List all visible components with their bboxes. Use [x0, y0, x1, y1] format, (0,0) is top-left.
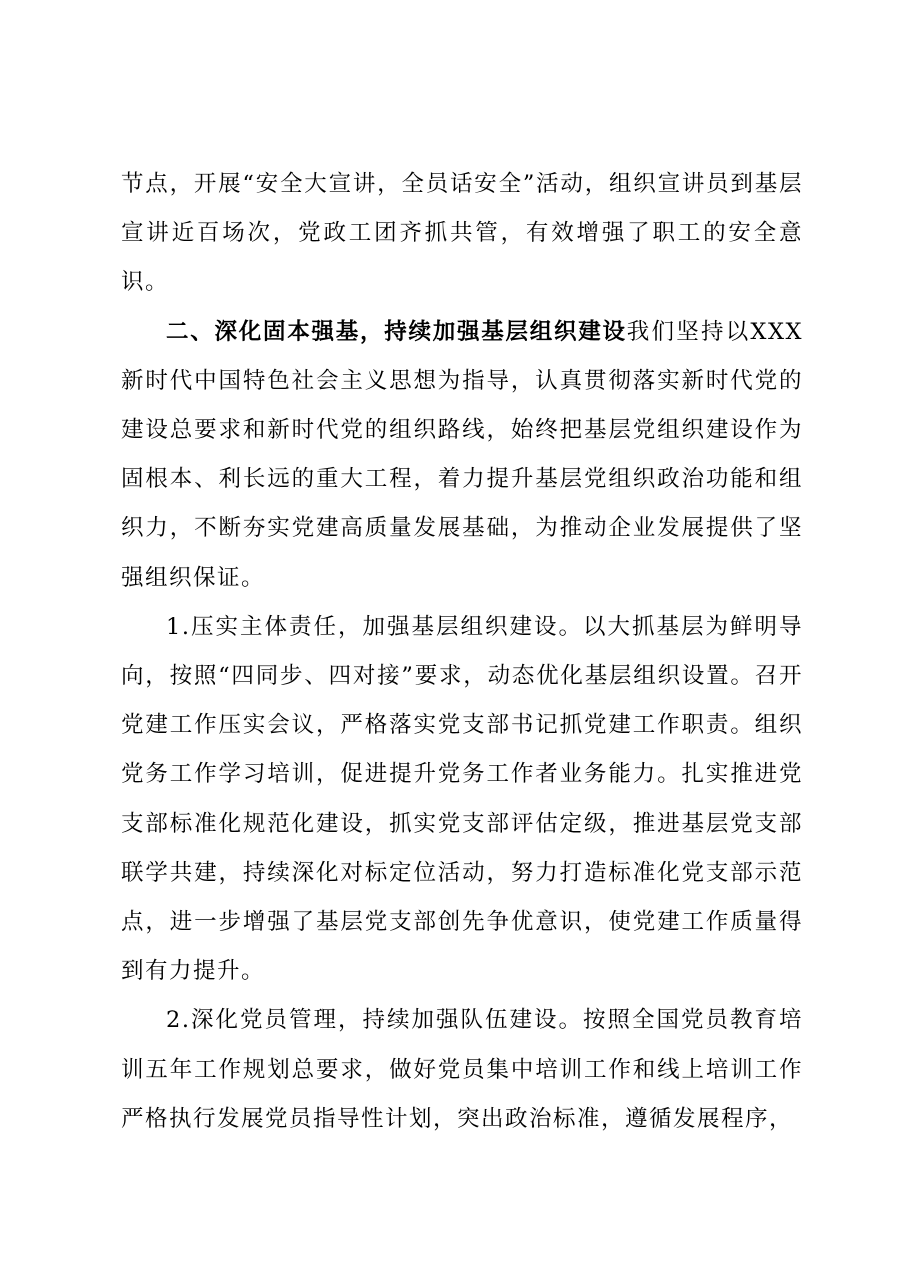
paragraph-item-two: 2.深化党员管理，持续加强队伍建设。按照全国党员教育培训五年工作规划总要求，做好党员集中培训工作和线上培训工作严格执行发展党员指导性计划，突出政治标准，遵循发展程序， [121, 1007, 803, 1132]
paragraph-item-one: 1.压实主体责任，加强基层组织建设。以大抓基层为鲜明导向，按照“四同步、四对接”要求，动态优化基层组织设置。召开党建工作压实会议，严格落实党支部书记抓党建工作职责。组织党务工作学习培训，促进提升党务工作者业务能力。扎实推进党支部标准化规范化建设，抓实党支部评估定级，推进基层党支部联学共建，持续深化对标定位活动，努力打造标准化党支部示范点，进一步增强了基层党支部创先争优意识，使党建工作质量得到有力提升。 [121, 613, 803, 985]
section-body-text: 我们坚持以XXX新时代中国特色社会主义思想为指导，认真贯彻落实新时代党的建设总要求和新时代党的组织路线，始终把基层党组织建设作为固根本、利长远的重大工程，着力提升基层党组织政治功能和组织力，不断夯实党建高质量发展基础，为推动企业发展提供了坚强组织保证。 [121, 318, 803, 591]
document-body [121, 160, 803, 1144]
paragraph-section-two [121, 308, 803, 603]
paragraph-continuation: 节点，开展“安全大宣讲，全员话安全”活动，组织宣讲员到基层宣讲近百场次，党政工团齐抓共管，有效增强了职工的安全意识。 [121, 171, 803, 296]
section-heading: 二、深化固本强基，持续加强基层组织建设 [166, 318, 627, 345]
